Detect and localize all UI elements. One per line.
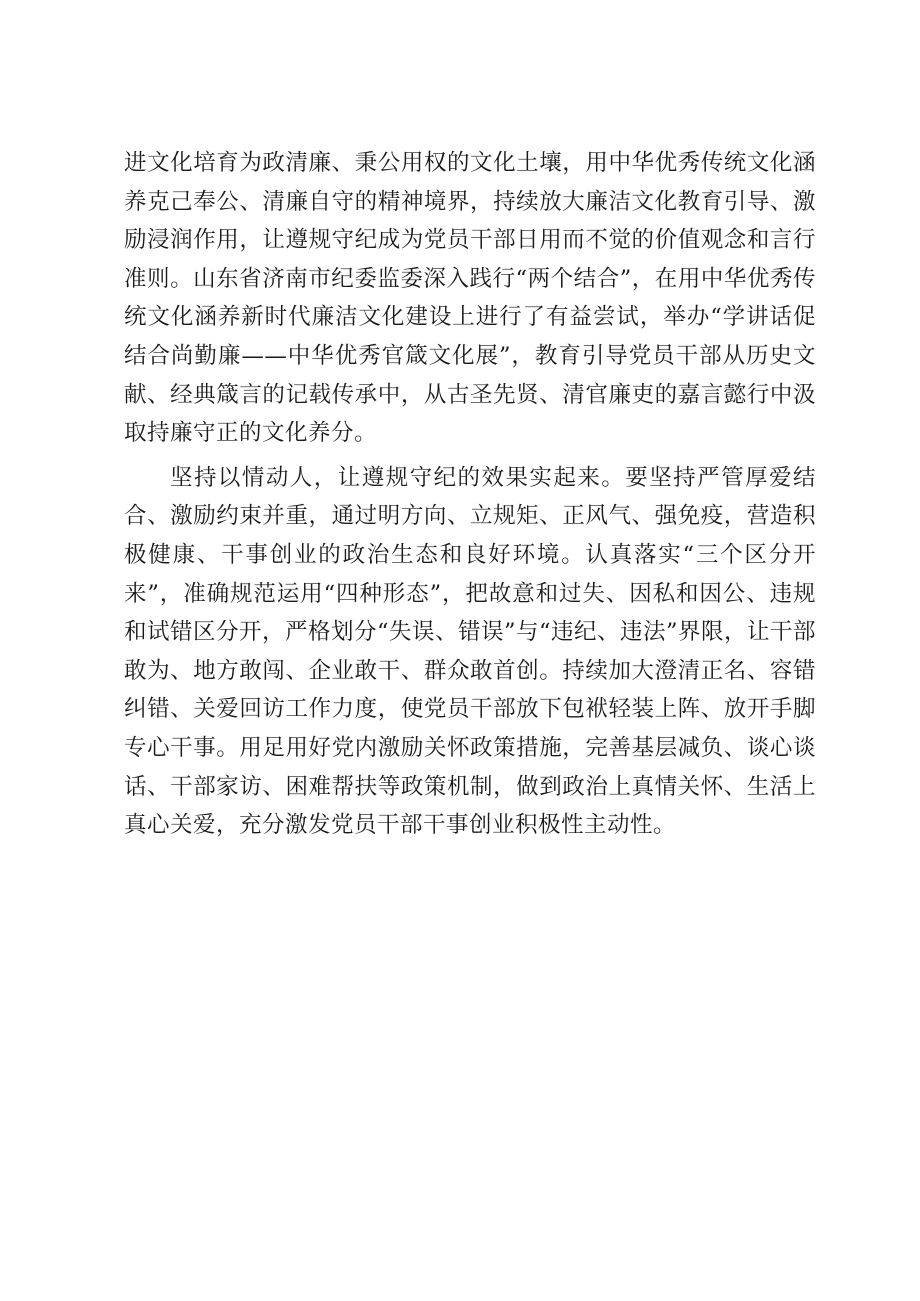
- paragraph-incentive: 坚持以情动人，让遵规守纪的效果实起来。要坚持严管厚爱结合、激励约束并重，通过明方向、立规矩、正风气、强免疫，营造积极健康、干事创业的政治生态和良好环境。认真落实“三个区分开来”，准确规范运用“四种形态”，把故意和过失、因私和因公、违规和试错区分开，严格划分“失误、错误”与“违纪、违法”界限，让干部敢为、地方敢闯、企业敢干、群众敢首创。持续加大澄清正名、容错纠错、关爱回访工作力度，使党员干部放下包袱轻装上阵、放开手脚专心干事。用足用好党内激励关怀政策措施，完善基层减负、谈心谈话、干部家访、困难帮扶等政策机制，做到政治上真情关怀、生活上真心关爱，充分激发党员干部干事创业积极性主动性。: [124, 464, 817, 839]
- paragraph-continued: 进文化培育为政清廉、秉公用权的文化土壤，用中华优秀传统文化涵养克己奉公、清廉自守的精神境界，持续放大廉洁文化教育引导、激励浸润作用，让遵规守纪成为党员干部日用而不觉的价值观念和言行准则。山东省济南市纪委监委深入践行“两个结合”，在用中华优秀传统文化涵养新时代廉洁文化建设上进行了有益尝试，举办“学讲话促结合尚勤廉——中华优秀官箴文化展”，教育引导党员干部从历史文献、经典箴言的记载传承中，从古圣先贤、清官廉吏的嘉言懿行中汲取持廉守正的文化养分。: [124, 150, 816, 447]
- document-body: [124, 144, 816, 845]
